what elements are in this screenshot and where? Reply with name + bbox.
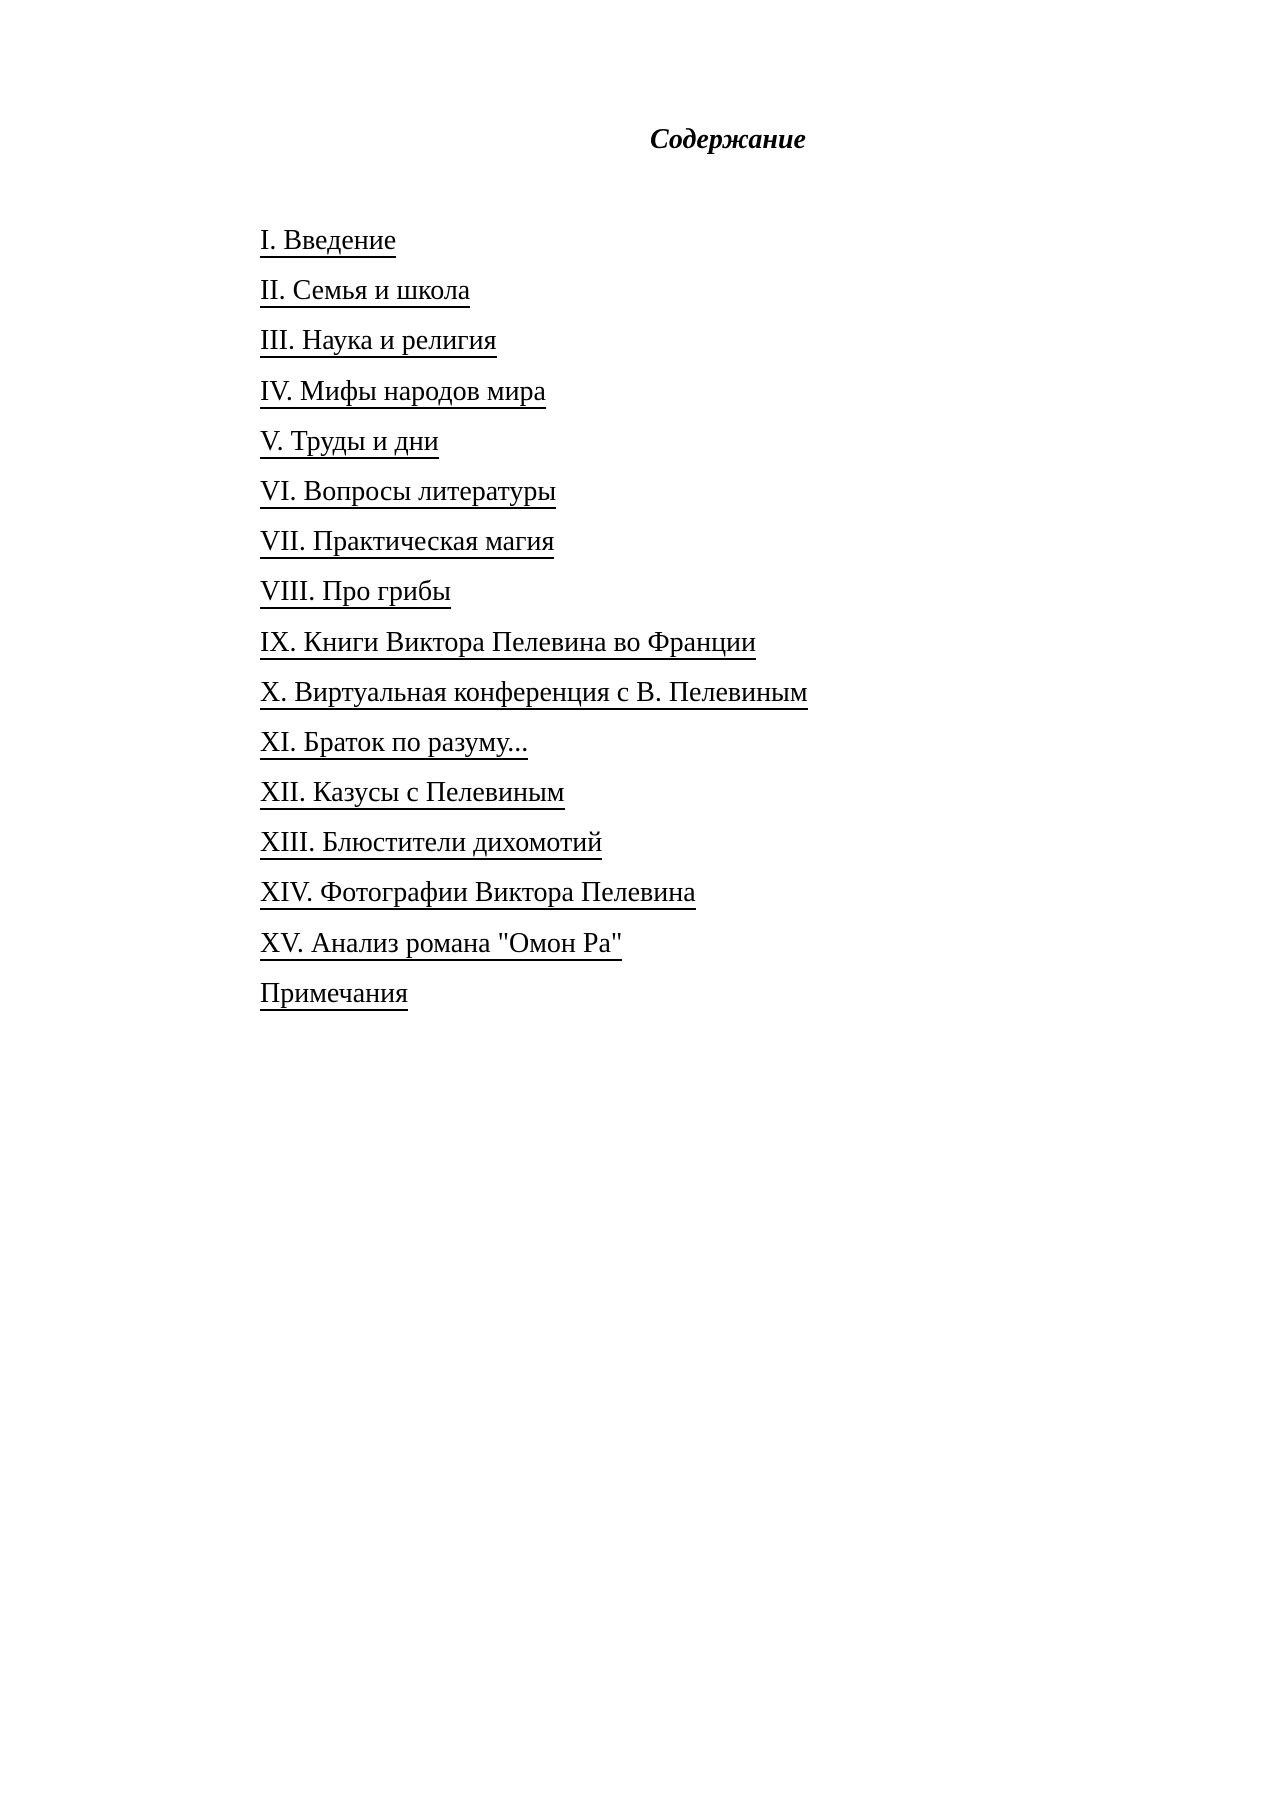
- toc-item: [260, 272, 808, 322]
- toc-item: [260, 624, 808, 674]
- toc-link-books-in-france[interactable]: IX. Книги Виктора Пелевина во Франции: [260, 626, 757, 658]
- toc-link-guardians-of-dichotomies[interactable]: XIII. Блюстители дихомотий: [260, 827, 603, 859]
- toc-item: [260, 322, 808, 372]
- toc-link-about-mushrooms[interactable]: VIII. Про грибы: [260, 576, 451, 608]
- toc-link-family-and-school[interactable]: II. Семья и школа: [260, 275, 471, 307]
- toc-link-works-and-days[interactable]: V. Труды и дни: [260, 425, 439, 457]
- toc-link-photographs[interactable]: XIV. Фотографии Виктора Пелевина: [260, 877, 696, 909]
- toc-item: [260, 423, 808, 473]
- toc-link-incidents[interactable]: XII. Казусы с Пелевиным: [260, 777, 565, 809]
- toc-link-science-and-religion[interactable]: III. Наука и религия: [260, 325, 497, 357]
- toc-item: [260, 674, 808, 724]
- toc-item: [260, 824, 808, 874]
- toc-item: [260, 222, 808, 272]
- toc-item: [260, 774, 808, 824]
- toc-title: Содержание: [650, 124, 806, 155]
- toc-item: [260, 724, 808, 774]
- toc-link-introduction[interactable]: I. Введение: [260, 225, 397, 256]
- toc-item: [260, 473, 808, 523]
- toc-item: [260, 925, 808, 975]
- toc-link-brother-in-reason[interactable]: XI. Браток по разуму...: [260, 726, 529, 758]
- toc-link-virtual-conference[interactable]: X. Виртуальная конференция с В. Пелевиным: [260, 676, 808, 708]
- toc-item: [260, 874, 808, 924]
- table-of-contents: [260, 222, 808, 1025]
- toc-link-practical-magic[interactable]: VII. Практическая магия: [260, 526, 555, 558]
- toc-link-notes[interactable]: Примечания: [260, 977, 409, 1009]
- toc-item: [260, 523, 808, 573]
- toc-link-omon-ra-analysis[interactable]: XV. Анализ романа "Омон Ра": [260, 927, 623, 959]
- toc-item: [260, 373, 808, 423]
- toc-item: [260, 975, 808, 1025]
- toc-item: [260, 573, 808, 623]
- toc-link-literature-questions[interactable]: VI. Вопросы литературы: [260, 475, 557, 507]
- toc-link-world-myths[interactable]: IV. Мифы народов мира: [260, 375, 546, 407]
